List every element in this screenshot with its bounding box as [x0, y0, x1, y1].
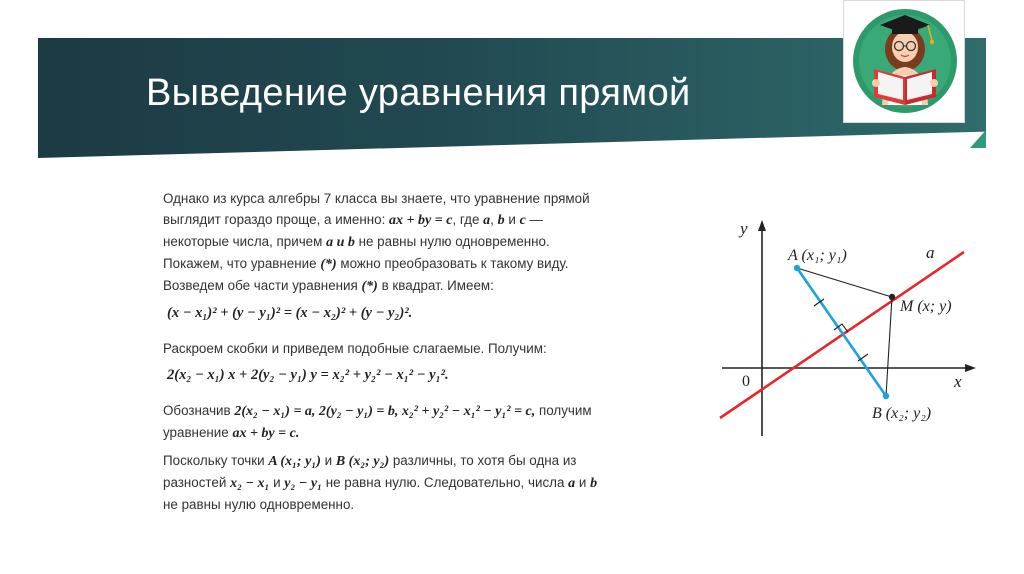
- text-fragment: можно преобразовать к такому виду.: [340, 256, 569, 271]
- math-inline: x₂ − x₁: [230, 476, 270, 491]
- paragraph-2: Раскроем скобки и приведем подобные слагаемые. Получим:: [163, 341, 547, 356]
- math-inline: ax + by = c: [389, 213, 453, 228]
- math-inline: A (x₁; y₁): [268, 454, 321, 469]
- header-accent: [970, 130, 986, 148]
- math-inline: a и b: [326, 235, 355, 250]
- text-fragment: Возведем обе части уравнения: [163, 278, 358, 293]
- point-b-dot: [883, 393, 889, 399]
- text-fragment: разностей: [163, 475, 227, 490]
- y-axis-label: y: [740, 219, 748, 238]
- text-fragment: не равны нулю одновременно.: [358, 234, 550, 249]
- paragraph-3: [163, 400, 683, 444]
- x-axis-arrow: [965, 364, 976, 372]
- coordinate-figure: [718, 218, 980, 440]
- text-fragment: и: [324, 453, 333, 468]
- origin-label: 0: [742, 373, 750, 390]
- line-a-label: a: [926, 243, 935, 262]
- text-line: [163, 234, 550, 249]
- text-line: [163, 453, 576, 468]
- text-line: [163, 403, 592, 418]
- point-m-dot: [889, 294, 895, 300]
- text-fragment: Обозначив: [163, 403, 231, 418]
- text-line: [163, 278, 494, 293]
- equation-2: 2(x₂ − x₁) x + 2(y₂ − y₁) y = x₂² + y₂² − x₁² − y₁².: [167, 367, 449, 383]
- text-fragment: Покажем, что уравнение: [163, 256, 317, 271]
- text-fragment: в квадрат. Имеем:: [381, 278, 494, 293]
- point-m-label: M (x; y): [900, 298, 952, 315]
- text-fragment: выглядит гораздо проще, а именно:: [163, 212, 386, 227]
- x-axis-label: x: [954, 372, 962, 391]
- slide-title: Выведение уравнения прямой: [146, 72, 691, 114]
- point-a-dot: [794, 265, 800, 271]
- text-fragment: получим: [539, 403, 592, 418]
- text-fragment: и: [508, 212, 516, 227]
- math-inline: b: [590, 476, 598, 491]
- y-axis-arrow: [758, 220, 766, 231]
- text-fragment: , где: [452, 212, 480, 227]
- text-fragment: ,: [490, 212, 494, 227]
- text-fragment: —: [529, 212, 543, 227]
- student-reading-book-icon: [844, 1, 966, 124]
- text-fragment: уравнение: [163, 425, 229, 440]
- math-inline: ax + by = c.: [232, 426, 300, 441]
- text-fragment: различны, то хотя бы одна из: [392, 453, 577, 468]
- text-line: [163, 256, 569, 271]
- text-fragment: Поскольку точки: [163, 453, 265, 468]
- paragraph-1: [163, 188, 683, 297]
- line-a: [720, 252, 964, 418]
- point-a-label: A (x₁; y₁): [788, 247, 847, 264]
- text-line: [163, 425, 299, 440]
- math-inline: b: [497, 213, 505, 228]
- segment-bm: [886, 297, 892, 396]
- math-inline: y₂ − y₁: [284, 476, 322, 491]
- text-line: Однако из курса алгебры 7 класса вы знаете, что уравнение прямой: [163, 191, 590, 206]
- text-fragment: некоторые числа, причем: [163, 234, 323, 249]
- paragraph-4: [163, 450, 683, 515]
- text-line: [163, 212, 543, 227]
- math-inline: a: [568, 476, 576, 491]
- point-b-label: B (x₂; y₂): [872, 405, 932, 422]
- equation-1: (x − x₁)² + (y − y₁)² = (x − x₂)² + (y − y₂)².: [167, 305, 413, 321]
- math-inline: a: [483, 213, 491, 228]
- segment-am: [797, 268, 892, 297]
- text-fragment: и: [273, 475, 281, 490]
- text-fragment: и: [578, 475, 587, 490]
- text-line: не равны нулю одновременно.: [163, 497, 355, 512]
- math-inline: 2(x₂ − x₁) = a, 2(y₂ − y₁) = b, x₂² + y₂² − x₁² − y₁² = c,: [234, 404, 536, 419]
- logo: [843, 0, 965, 123]
- math-inline: (*): [320, 257, 337, 272]
- text-fragment: не равна нулю. Следовательно, числа: [325, 475, 565, 490]
- math-inline: (*): [361, 279, 378, 294]
- text-block: [163, 188, 683, 521]
- math-inline: c: [519, 213, 526, 228]
- segment-ab: [797, 268, 886, 396]
- math-inline: B (x₂; y₂): [335, 454, 390, 469]
- text-line: [163, 475, 597, 490]
